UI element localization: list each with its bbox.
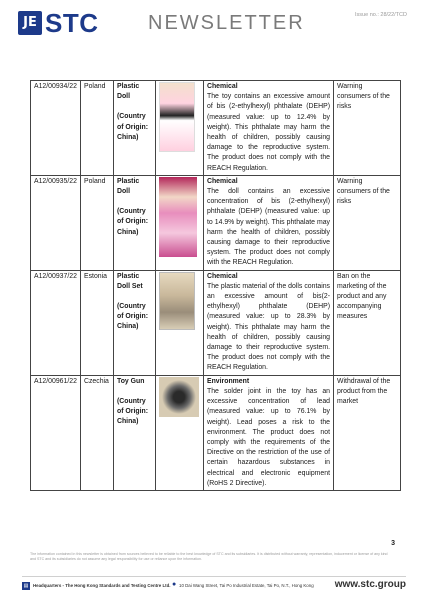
issue-number: Issue no.: 28/22/TCD bbox=[355, 12, 407, 18]
risk-type: Chemical bbox=[207, 177, 238, 185]
product-image-cell bbox=[156, 270, 204, 375]
country-cell: Poland bbox=[81, 81, 114, 176]
page-footer bbox=[22, 579, 406, 594]
product-cell bbox=[114, 270, 156, 375]
risk-type: Chemical bbox=[207, 83, 238, 90]
risk-type: Chemical bbox=[207, 272, 238, 280]
location-pin-icon: ● bbox=[172, 581, 177, 588]
doll-image bbox=[159, 82, 195, 152]
product-origin: (Country of Origin: China) bbox=[117, 208, 149, 236]
product-cell bbox=[114, 175, 156, 270]
logo-text: STC bbox=[45, 8, 99, 38]
table-row bbox=[31, 175, 401, 270]
product-name: Toy Gun bbox=[117, 377, 145, 385]
stc-logo-icon: JE bbox=[18, 11, 42, 35]
product-cell bbox=[114, 81, 156, 176]
product-origin: (Country of Origin: China) bbox=[117, 113, 149, 141]
footer-website-link[interactable]: www.stc.group bbox=[334, 579, 406, 590]
risk-cell bbox=[204, 270, 334, 375]
newsletter-title: NEWSLETTER bbox=[148, 12, 305, 34]
country-cell: Poland bbox=[81, 175, 114, 270]
recall-table bbox=[30, 80, 401, 491]
measures-cell: Ban on the marketing of the product and any accompanying measures bbox=[334, 270, 401, 375]
measures-cell: Withdrawal of the product from the market bbox=[334, 375, 401, 490]
product-image-cell bbox=[156, 81, 204, 176]
measures-cell: Warning consumers of the risks bbox=[334, 175, 401, 270]
country-cell: Estonia bbox=[81, 270, 114, 375]
doll-image bbox=[159, 177, 197, 257]
product-origin: (Country of Origin: China) bbox=[117, 303, 149, 331]
reference-cell: A12/00961/22 bbox=[31, 375, 81, 490]
risk-type: Environment bbox=[207, 377, 250, 385]
reference-cell: A12/00937/22 bbox=[31, 270, 81, 375]
reference-cell: A12/00934/22 bbox=[31, 81, 81, 176]
product-name: Plastic Doll bbox=[117, 177, 140, 196]
risk-description: The plastic material of the dolls contains an excessive amount of bis(2-ethylhexyl) phthalate (DEHP) (measured value: up to 28.3% by weight). This phthalate may harm the health of children, possibly causing damage to their reproductive system. The product does not comply with the REACH Regulation. bbox=[207, 282, 330, 372]
product-name: Plastic Doll Set bbox=[117, 272, 143, 290]
risk-cell bbox=[204, 375, 334, 490]
product-cell bbox=[114, 375, 156, 490]
doll-set-image bbox=[159, 272, 195, 330]
risk-cell bbox=[204, 175, 334, 270]
risk-cell bbox=[204, 81, 334, 176]
measures-cell: Warning consumers of the risks bbox=[334, 81, 401, 176]
disclaimer-text: The information contained in this newsletter is obtained from sources believed to be reliable to the best knowledge of STC and its subsidiaries. It is distributed without warranty, representation, inducement or license of any kind and STC and its subsidiaries do not assume any legal responsibility for use or reliance upon the information. bbox=[30, 552, 388, 561]
page-number: 3 bbox=[391, 540, 395, 547]
table-row bbox=[31, 270, 401, 375]
product-image-cell bbox=[156, 175, 204, 270]
risk-description: The doll contains an excessive concentration of bis (2-ethylhexyl) phthalate (DEHP) (measured value: up to 14.9% by weight). This phthalate may harm the health of children, possibly causing damage to their reproductive system. The product does not comply with the REACH Regulation. bbox=[207, 188, 330, 267]
product-image-cell bbox=[156, 375, 204, 490]
page-header bbox=[0, 0, 425, 38]
product-name: Plastic Doll bbox=[117, 83, 140, 101]
risk-description: The solder joint in the toy has an excessive concentration of lead (measured value: up to 76.1% by weight). Lead poses a risk to the environment. The product does not comply with the requirements of the Directive on the restriction of the use of certain hazardous substances in electrical and electronic equipment (RoHS 2 Directive). bbox=[207, 387, 330, 487]
footer-headquarters: Headquarters - The Hong Kong Standards and Testing Centre Ltd. bbox=[33, 583, 171, 588]
building-icon: ▤ bbox=[23, 583, 29, 589]
country-cell: Czechia bbox=[81, 375, 114, 490]
toy-gun-image bbox=[159, 377, 199, 417]
footer-divider bbox=[22, 576, 406, 577]
reference-cell: A12/00935/22 bbox=[31, 175, 81, 270]
risk-description: The toy contains an excessive amount of bis (2-ethylhexyl) phthalate (DEHP) (measured value: up to 12.4% by weight). This phthalate may harm the health of children, possibly causing damage to the reproductive system. The product does not comply with the REACH Regulation. bbox=[207, 93, 330, 172]
product-origin: (Country of Origin: China) bbox=[117, 397, 149, 426]
table-row bbox=[31, 81, 401, 176]
footer-address: 10 Dai Wang Street, Tai Po Industrial Estate, Tai Po, N.T., Hong Kong bbox=[179, 583, 314, 588]
table-row bbox=[31, 375, 401, 490]
